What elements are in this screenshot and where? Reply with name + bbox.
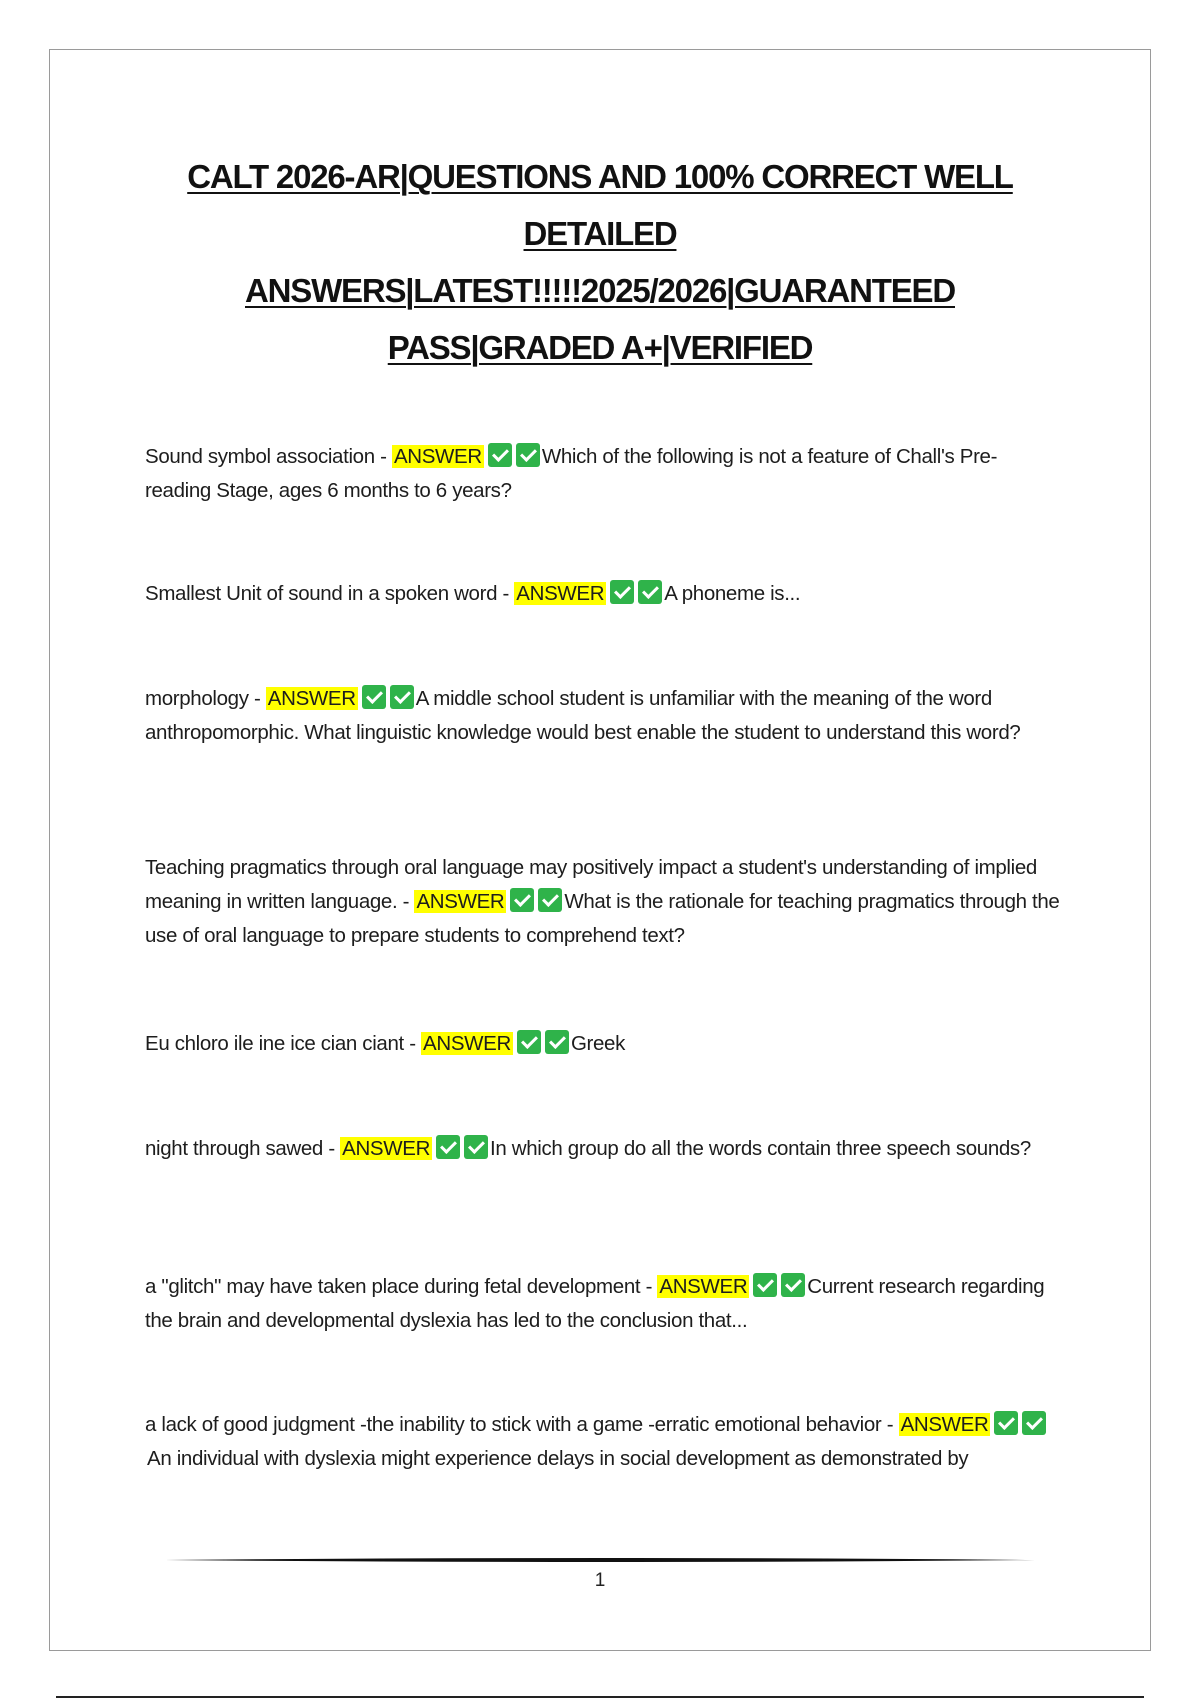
qa-item	[145, 577, 1060, 611]
answer-term: Sound symbol association -	[145, 445, 392, 468]
check-box-icon	[538, 888, 562, 912]
qa-item	[145, 1027, 1060, 1061]
answer-label: ANSWER	[516, 582, 605, 605]
check-box-icon	[781, 1273, 805, 1297]
qa-item	[145, 1408, 1060, 1476]
question-text: In which group do all the words contain three speech sounds?	[490, 1137, 1031, 1160]
check-box-icon	[464, 1135, 488, 1159]
answer-term: Teaching pragmatics through oral language may positively impact a student's understanding of implied meaning in written language. -	[145, 856, 1037, 913]
check-box-icon	[994, 1411, 1018, 1435]
check-box-icon	[390, 685, 414, 709]
check-box-icon	[753, 1273, 777, 1297]
qa-item	[145, 1132, 1060, 1166]
answer-label: ANSWER	[659, 1275, 748, 1298]
check-box-icon	[488, 443, 512, 467]
answer-term: night through sawed -	[145, 1137, 341, 1160]
question-text: Which of the following is not a feature of Chall's Pre-reading Stage, ages 6 months to 6 years?	[145, 445, 998, 502]
document-title	[140, 148, 1060, 376]
question-text: A phoneme is...	[664, 582, 801, 605]
check-box-icon	[1022, 1411, 1046, 1435]
answer-term: Smallest Unit of sound in a spoken word -	[145, 582, 515, 605]
title-line-2: DETAILED	[523, 215, 677, 252]
qa-item	[145, 682, 1060, 750]
check-box-icon	[517, 1030, 541, 1054]
answer-label: ANSWER	[900, 1413, 989, 1436]
answer-term: a lack of good judgment -the inability to stick with a game -erratic emotional behavior -	[145, 1413, 899, 1436]
question-text: Greek	[570, 1032, 626, 1055]
title-line-1: CALT 2026-AR|QUESTIONS AND 100% CORRECT WELL	[187, 158, 1013, 195]
qa-item	[145, 1270, 1060, 1338]
check-box-icon	[545, 1030, 569, 1054]
answer-label: ANSWER	[393, 445, 482, 468]
answer-label: ANSWER	[416, 890, 505, 913]
answer-label: ANSWER	[342, 1137, 431, 1160]
check-box-icon	[362, 685, 386, 709]
check-box-icon	[610, 580, 634, 604]
answer-label: ANSWER	[423, 1032, 511, 1055]
qa-item	[145, 851, 1060, 953]
check-box-icon	[516, 443, 540, 467]
question-text: What is the rationale for teaching pragmatics through the use of oral language to prepare students to comprehend text?	[145, 890, 1060, 947]
title-line-3: ANSWERS|LATEST!!!!!2025/2026|GUARANTEED	[245, 272, 955, 309]
question-text: A middle school student is unfamiliar with the meaning of the word anthropomorphic. What linguistic knowledge would best enable the student to understand this word?	[145, 687, 1021, 744]
question-text: An individual with dyslexia might experience delays in social development as demonstrated by	[147, 1447, 969, 1470]
title-line-4: PASS|GRADED A+|VERIFIED	[387, 329, 813, 366]
answer-term: morphology -	[145, 687, 266, 710]
check-box-icon	[638, 580, 662, 604]
bottom-divider	[56, 1696, 1144, 1698]
answer-term: a "glitch" may have taken place during fetal development -	[145, 1275, 658, 1298]
page-number: 1	[594, 1570, 606, 1591]
check-box-icon	[510, 888, 534, 912]
answer-label: ANSWER	[267, 687, 356, 710]
qa-item	[145, 440, 1060, 508]
answer-term: Eu chloro ile ine ice cian ciant -	[145, 1032, 422, 1055]
footer-rule	[165, 1557, 1035, 1563]
check-box-icon	[436, 1135, 460, 1159]
question-text: Current research regarding the brain and developmental dyslexia has led to the conclusion that...	[145, 1275, 1045, 1332]
